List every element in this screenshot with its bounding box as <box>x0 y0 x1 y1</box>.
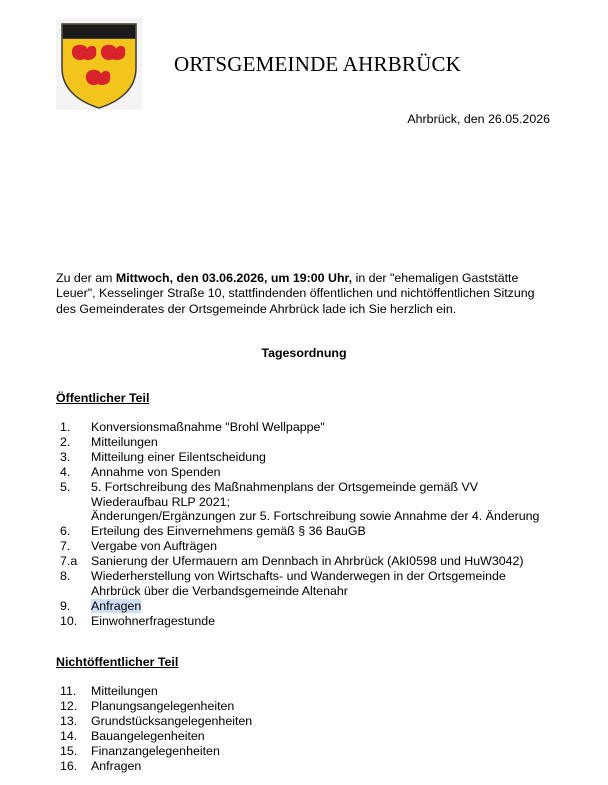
coat-of-arms-logo <box>56 18 142 110</box>
agenda-item-label: Planungsangelegenheiten <box>91 698 235 713</box>
agenda-item-text <box>91 435 556 450</box>
intro-text-end: in der "ehemaligen Gaststätte Leuer", Kesselinger Straße 10, stattfindenden öffentlichen und nichtöffentlichen Sitzung des Gemeinderates der Ortsgemeinde Ahrbrück lade ich Sie herzlich ein. <box>56 271 535 316</box>
agenda-item-label: Anfragen <box>91 598 142 613</box>
agenda-item-number: 1. <box>60 420 71 434</box>
agenda-item-text <box>91 744 556 759</box>
agenda-item-text <box>91 420 556 435</box>
agenda-item-label: Grundstücksangelegenheiten <box>91 713 253 728</box>
agenda-item-number: 11. <box>60 684 77 698</box>
date-line: Ahrbrück, den 26.05.2026 <box>407 112 550 126</box>
agenda-item <box>56 420 556 435</box>
agenda-item <box>56 450 556 465</box>
agenda-item <box>56 599 556 614</box>
agenda-item <box>56 614 556 629</box>
agenda-item-label: Mitteilungen <box>91 434 158 449</box>
intro-text-start: Zu der am <box>56 271 116 285</box>
agenda-item-text <box>91 599 556 614</box>
agenda-item <box>56 684 556 699</box>
agenda-item-number: 8. <box>60 569 71 584</box>
private-agenda-list <box>56 684 556 773</box>
agenda-item <box>56 554 556 569</box>
agenda-item-label: Vergabe von Aufträgen <box>91 539 218 554</box>
agenda-item-number: 2. <box>60 434 71 449</box>
agenda-item-number: 14. <box>60 728 78 743</box>
agenda-item-number: 16. <box>60 758 78 773</box>
meeting-datetime: Mittwoch, den 03.06.2026, um 19:00 Uhr, <box>115 271 353 285</box>
agenda-item-label: Annahme von Spenden <box>91 464 221 479</box>
agenda-item-text <box>91 524 556 539</box>
agenda-item-label: 5. Fortschreibung des Maßnahmenplans der Ortsgemeinde gemäß VV Wiederaufbau RLP 2021; Änderungen/Ergänzungen zur 5. Fortschreibung sowie Annahme der 4. Änderung <box>91 479 540 524</box>
agenda-item-number: 10. <box>60 613 78 628</box>
agenda-item <box>56 539 556 554</box>
agenda-item-label: Erteilung des Einvernehmens gemäß § 36 BauGB <box>91 524 366 539</box>
agenda-item-number: 9. <box>60 598 71 613</box>
agenda-item-text <box>91 569 556 599</box>
municipality-title: ORTSGEMEINDE AHRBRÜCK <box>174 52 462 76</box>
agenda-item-label: Finanzangelegenheiten <box>91 743 220 758</box>
public-agenda-list <box>56 420 556 629</box>
agenda-item-number: 4. <box>60 464 71 479</box>
agenda-item-number: 6. <box>60 524 71 539</box>
agenda-item-number: 12. <box>60 698 78 713</box>
agenda-item <box>56 524 556 539</box>
agenda-item-label: Sanierung der Ufermauern am Dennbach in Ahrbrück (AkI0598 und HuW3042) <box>91 554 524 569</box>
agenda-item-text <box>91 480 556 525</box>
agenda-item-number: 13. <box>60 713 78 728</box>
agenda-item <box>56 744 556 759</box>
agenda-item-label: Wiederherstellung von Wirtschafts- und Wanderwegen in der Ortsgemeinde Ahrbrück über die Verbandsgemeinde Altenahr <box>91 569 506 598</box>
agenda-item-text <box>91 699 556 714</box>
agenda-item-text <box>91 684 556 699</box>
agenda-item <box>56 465 556 480</box>
agenda-item-text <box>91 759 556 774</box>
invitation-paragraph <box>56 271 556 317</box>
agenda-item <box>56 480 556 525</box>
agenda-item <box>56 699 556 714</box>
agenda-item-text <box>91 614 556 629</box>
agenda-item-number: 3. <box>60 449 71 464</box>
agenda-item-number: 7.a <box>60 554 78 569</box>
agenda-item-text <box>91 539 556 554</box>
public-section-title: Öffentlicher Teil <box>56 391 150 405</box>
agenda-item-number: 15. <box>60 743 78 758</box>
agenda-item-text <box>91 554 556 569</box>
agenda-item-text <box>91 729 556 744</box>
agenda-item-number: 5. <box>60 479 71 494</box>
agenda-item-label: Bauangelegenheiten <box>91 728 205 743</box>
agenda-item <box>56 759 556 774</box>
agenda-item-text <box>91 714 556 729</box>
agenda-item <box>56 729 556 744</box>
agenda-item <box>56 569 556 599</box>
agenda-item-label: Mitteilungen <box>91 684 158 698</box>
agenda-item <box>56 435 556 450</box>
agenda-item-label: Mitteilung einer Eilentscheidung <box>91 449 266 464</box>
agenda-item-label: Einwohnerfragestunde <box>91 613 215 628</box>
agenda-item <box>56 714 556 729</box>
agenda-item-label: Anfragen <box>91 758 142 773</box>
agenda-item-text <box>91 450 556 465</box>
agenda-item-label: Konversionsmaßnahme "Brohl Wellpappe" <box>91 420 325 434</box>
agenda-item-number: 7. <box>60 539 71 554</box>
agenda-item-text <box>91 465 556 480</box>
agenda-heading: Tagesordnung <box>261 346 347 360</box>
private-section-title: Nichtöffentlicher Teil <box>56 655 179 669</box>
